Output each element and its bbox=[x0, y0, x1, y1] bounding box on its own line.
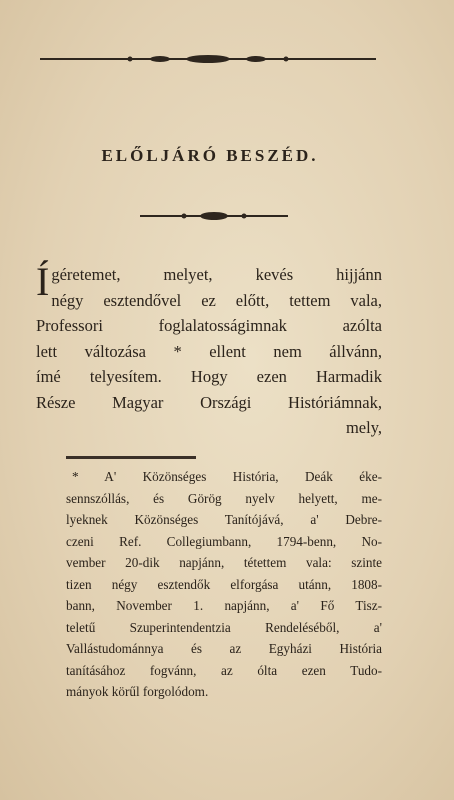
text-line: ímé telyesítem. Hogy ezen Harmadik bbox=[36, 367, 382, 386]
footnote-line: tizen négy esztendők elforgása utánn, 1808- bbox=[66, 576, 382, 592]
text-line: négy esztendővel ez előtt, tettem vala, bbox=[51, 290, 382, 310]
footnote-line: teletű Szuperintendentzia Rendeléséből, a' bbox=[66, 619, 382, 635]
main-text bbox=[36, 259, 382, 441]
text-line: géretemet, melyet, kevés hijjánn bbox=[51, 265, 382, 284]
text-line: mely, bbox=[345, 418, 382, 437]
text-line: Része Magyar Országi Históriámnak, bbox=[36, 392, 382, 412]
text-line: lett változása * ellent nem állvánn, bbox=[36, 341, 382, 361]
footnote bbox=[66, 466, 382, 703]
heading-ornament bbox=[140, 210, 288, 222]
page-heading: ELŐLJÁRÓ BESZÉD. bbox=[101, 146, 319, 165]
footnote-line: Vallástudománnya és az Egyházi História bbox=[66, 641, 382, 656]
footnote-line: * A' Közönséges História, Deák éke- bbox=[72, 469, 382, 484]
footnote-line: tanításához fogvánn, az ólta ezen Tudo- bbox=[66, 662, 382, 678]
text-line: Professori foglalatosságimnak azólta bbox=[36, 316, 382, 335]
drop-cap: Í bbox=[36, 259, 50, 304]
footnote-line: bann, November 1. napjánn, a' Fő Tisz- bbox=[66, 598, 382, 613]
footnote-line: lyeknek Közönséges Tanítójává, a' Debre- bbox=[66, 512, 382, 527]
footnote-line: czeni Ref. Collegiumbann, 1794-benn, No- bbox=[66, 533, 382, 549]
footnote-rule bbox=[66, 456, 196, 459]
footnote-line: mányok körűl forgolódom. bbox=[66, 684, 209, 699]
footnote-line: vember 20-dik napjánn, tétettem vala: szinte bbox=[66, 555, 382, 570]
footnote-line: sennszóllás, és Görög nyelv helyett, me- bbox=[66, 490, 382, 506]
top-ornamental-rule bbox=[40, 52, 376, 66]
